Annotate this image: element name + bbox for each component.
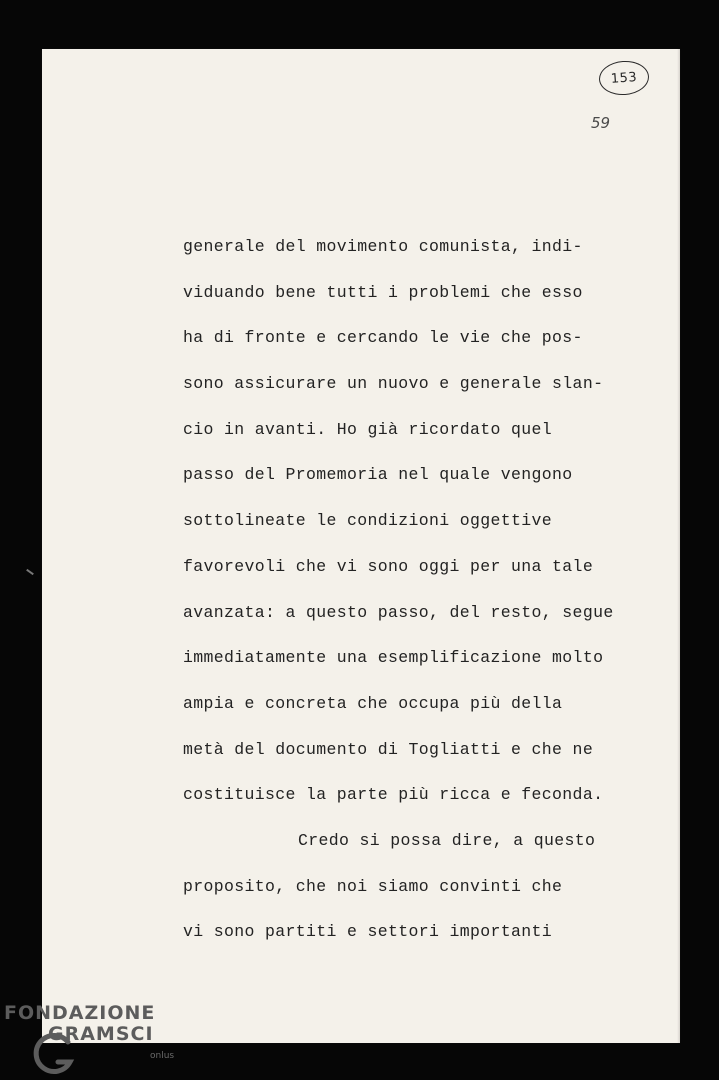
text-line: proposito, che noi siamo convinti che: [183, 876, 563, 896]
text-line: immediatamente una esemplificazione molto: [183, 648, 604, 668]
text-line: avanzata: a questo passo, del resto, segue: [183, 602, 614, 622]
margin-tick-mark: [26, 569, 34, 575]
logo-text-fondazione: FONDAZIONE: [4, 1002, 156, 1024]
text-line-indented: Credo si possa dire, a questo: [298, 830, 596, 850]
text-line: sono assicurare un nuovo e generale slan-: [183, 374, 604, 394]
text-line: costituisce la parte più ricca e feconda.: [183, 785, 604, 805]
text-line: generale del movimento comunista, indi-: [183, 237, 583, 256]
text-line: ha di fronte e cercando le vie che pos-: [183, 328, 583, 348]
text-line: metà del documento di Togliatti e che ne: [183, 739, 594, 759]
text-line: viduando bene tutti i problemi che esso: [183, 282, 583, 302]
text-line: passo del Promemoria nel quale vengono: [183, 465, 573, 485]
page-number: 59: [591, 114, 611, 132]
text-line: sottolineate le condizioni oggettive: [183, 511, 553, 531]
text-line: ampia e concreta che occupa più della: [183, 693, 563, 713]
paper-edge-shadow: [677, 49, 680, 1043]
typescript-body: [183, 224, 614, 955]
logo-text-onlus: onlus: [150, 1051, 175, 1061]
logo-text-gramsci: GRAMSCI: [48, 1023, 154, 1045]
fondazione-gramsci-logo: [4, 1002, 179, 1080]
archive-number: 153: [610, 69, 638, 87]
text-line: vi sono partiti e settori importanti: [183, 922, 553, 942]
text-line: favorevoli che vi sono oggi per una tale: [183, 556, 594, 576]
text-line: cio in avanti. Ho già ricordato quel: [183, 419, 553, 439]
